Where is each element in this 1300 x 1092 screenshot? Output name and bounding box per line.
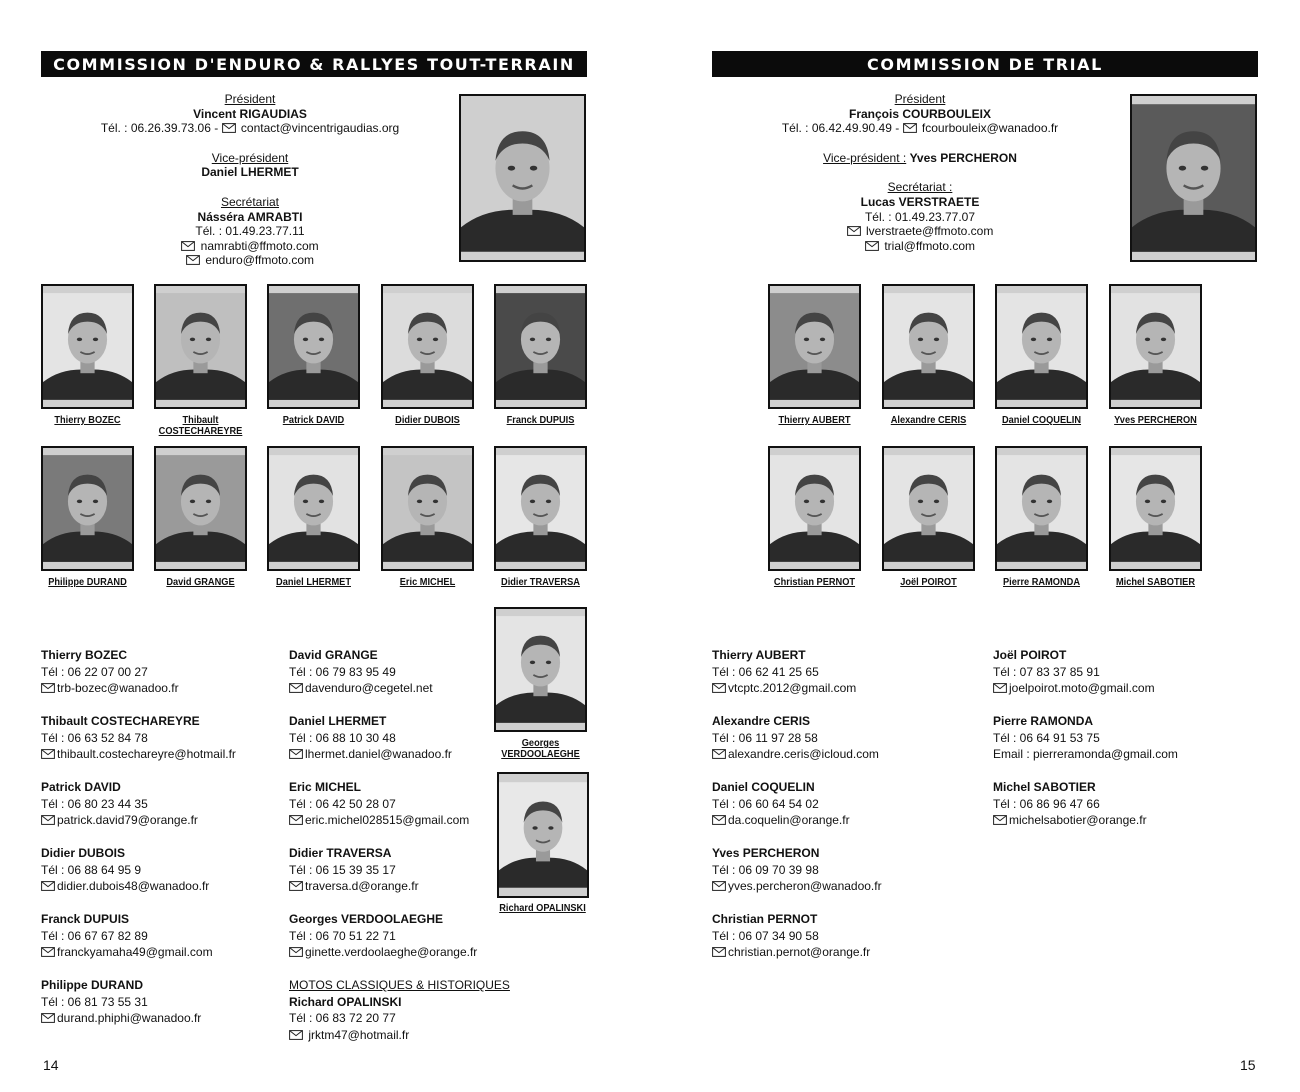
contact-email: davenduro@cegetel.net [305,681,433,695]
contact-tel: Tél : 06 15 39 35 17 [289,862,396,877]
contact-tel: Tél : 06 63 52 84 78 [41,730,148,745]
president-photo [1130,94,1257,262]
photo-caption: Alexandre CERIS [890,414,967,426]
envelope-icon [712,683,726,693]
president-name: François COURBOULEIX [848,106,992,121]
photo-caption: Christian PERNOT [773,576,856,588]
enduro-contacts-col2 [289,647,524,1043]
contact-entry [993,779,1253,845]
contact-name: Franck DUPUIS [41,912,130,926]
member-photo [41,446,134,571]
contact-email: patrick.david79@orange.fr [57,813,198,827]
contact-name: Patrick DAVID [41,780,121,794]
envelope-icon [41,683,55,693]
member-photo [1109,284,1202,409]
envelope-icon [712,815,726,825]
envelope-icon [289,1030,303,1040]
envelope-icon [186,255,200,265]
envelope-icon [41,881,55,891]
contact-entry [712,647,972,713]
contact-tel: Tél : 06 88 10 30 48 [289,730,396,745]
member-photo [41,284,134,409]
member-photo [381,446,474,571]
contact-tel: Tél : 06 64 91 53 75 [993,730,1100,745]
contact-tel: Tél : 06 11 97 28 58 [712,730,818,745]
contact-email: christian.pernot@orange.fr [728,945,871,959]
contact-name: Thierry BOZEC [41,648,128,662]
contact-entry [289,713,524,779]
member-photo [995,284,1088,409]
secretariat-name: Násséra AMRABTI [197,209,303,224]
page-number: 14 [43,1057,59,1073]
contact-entry [41,977,281,1043]
envelope-icon [289,947,303,957]
contact-email: lhermet.daniel@wanadoo.fr [305,747,452,761]
president-photo [459,94,586,262]
contact-name: Eric MICHEL [289,780,362,794]
contact-email: alexandre.ceris@icloud.com [728,747,879,761]
contact-tel: Tél : 06 09 70 39 98 [712,862,819,877]
contact-name: Philippe DURAND [41,978,143,992]
contact-tel: Tél : 06 80 23 44 35 [41,796,148,811]
contact-entry [993,713,1253,779]
secretariat-email: namrabti@ffmoto.com [200,238,319,253]
caption-line: Georges [521,737,560,749]
contact-entry [712,713,972,779]
photo-caption: Richard OPALINSKI [499,902,586,914]
envelope-icon [903,123,917,133]
secretariat-label: Secrétariat [220,194,280,209]
photo-caption: Didier TRAVERSA [501,576,580,588]
envelope-icon [993,815,1007,825]
photo-caption: Thierry AUBERT [778,414,851,426]
president-label: Président [224,92,276,106]
contact-email: michelsabotier@orange.fr [1009,813,1147,827]
president-name: Vincent RIGAUDIAS [193,106,307,121]
contact-tel: Tél : 06 07 34 90 58 [712,928,819,943]
contact-email: vtcptc.2012@gmail.com [728,681,857,695]
secretariat-email: lverstraete@ffmoto.com [866,224,994,239]
contact-email: joelpoirot.moto@gmail.com [1009,681,1155,695]
envelope-icon [712,947,726,957]
photo-caption: Daniel LHERMET [276,576,351,588]
contact-name: Michel SABOTIER [993,780,1096,794]
contact-entry [289,647,524,713]
member-photo [882,446,975,571]
envelope-icon [289,749,303,759]
photo-caption: Franck DUPUIS [506,414,575,426]
contact-name: Daniel LHERMET [289,714,387,728]
secretariat-tel: Tél. : 01.49.23.77.07 [864,209,976,224]
envelope-icon [993,683,1007,693]
envelope-icon [847,226,861,236]
photo-caption: Philippe DURAND [48,576,127,588]
contact-entry [41,713,281,779]
contact-tel: Tél : 06 60 64 54 02 [712,796,819,811]
president-email: contact@vincentrigaudias.org [240,121,400,136]
page-number: 15 [1240,1057,1256,1073]
contact-entry [41,779,281,845]
photo-caption: Didier DUBOIS [395,414,460,426]
member-photo [154,446,247,571]
photo-caption: Daniel COQUELIN [1001,414,1082,426]
contact-entry [712,845,972,911]
contact-entry [41,647,281,713]
contact-email: franckyamaha49@gmail.com [57,945,213,959]
contact-email: eric.michel028515@gmail.com [305,813,470,827]
envelope-icon [41,947,55,957]
contact-name: Alexandre CERIS [712,714,811,728]
president-tel: Tél. : 06.26.39.73.06 - [100,121,222,136]
member-photo [768,446,861,571]
contact-name: Didier DUBOIS [41,846,126,860]
contact-email: yves.percheron@wanadoo.fr [728,879,882,893]
envelope-icon [289,683,303,693]
member-photo [494,446,587,571]
contact-name: Thibault COSTECHAREYRE [41,714,200,728]
contact-tel: Tél : 06 22 07 00 27 [41,664,148,679]
photo-caption: Pierre RAMONDA [1002,576,1081,588]
contact-entry [289,845,524,911]
photo-caption: Yves PERCHERON [1114,414,1197,426]
envelope-icon [41,815,55,825]
president-email: fcourbouleix@wanadoo.fr [921,121,1059,136]
contact-name: Georges VERDOOLAEGHE [289,912,444,926]
member-photo [995,446,1088,571]
envelope-icon [289,815,303,825]
president-contact [60,121,440,136]
enduro-banner: COMMISSION D'ENDURO & RALLYES TOUT-TERRAIN [41,51,587,77]
member-photo [267,284,360,409]
section-label: MOTOS CLASSIQUES & HISTORIQUES [289,978,510,992]
envelope-icon [289,881,303,891]
trial-contacts-col1 [712,647,972,977]
enduro-contacts-col1 [41,647,281,1043]
contact-name: Didier TRAVERSA [289,846,392,860]
contact-entry [289,911,524,977]
contact-tel: Tél : 06 79 83 95 49 [289,664,396,679]
secretariat-tel: Tél. : 01.49.23.77.11 [195,224,305,239]
envelope-icon [222,123,236,133]
contact-email: didier.dubois48@wanadoo.fr [57,879,210,893]
contact-name: Daniel COQUELIN [712,780,815,794]
contact-entry [993,647,1253,713]
contact-email: durand.phiphi@wanadoo.fr [57,1011,202,1025]
contact-entry [712,911,972,977]
contact-name: Christian PERNOT [712,912,818,926]
secretariat-label: Secrétariat : [887,180,953,195]
contact-entry [289,977,524,1043]
envelope-icon [865,241,879,251]
president-label: Président [894,92,946,106]
president-tel: Tél. : 06.42.49.90.49 - [781,121,903,136]
photo-caption: David GRANGE [166,576,235,588]
contact-name: Joël POIROT [993,648,1067,662]
contact-tel: Tél : 06 83 72 20 77 [289,1011,396,1025]
trial-officers [730,92,1110,253]
contact-name: Yves PERCHERON [712,846,820,860]
photo-caption: Michel SABOTIER [1115,576,1196,588]
envelope-icon [712,749,726,759]
envelope-icon [41,1013,55,1023]
contact-name: Thierry AUBERT [712,648,806,662]
photo-caption: Eric MICHEL [399,576,456,588]
contact-name: Pierre RAMONDA [993,714,1094,728]
member-photo [882,284,975,409]
contact-entry [41,911,281,977]
contact-email: thibault.costechareyre@hotmail.fr [57,747,236,761]
vice-president-name: Yves PERCHERON [909,150,1017,165]
contact-name: David GRANGE [289,648,378,662]
envelope-icon [712,881,726,891]
member-photo [494,284,587,409]
contact-tel: Tél : 06 81 73 55 31 [41,994,148,1009]
vice-president-name: Daniel LHERMET [201,165,299,180]
photo-caption: Patrick DAVID [282,414,345,426]
president-contact [730,121,1110,136]
trial-contacts-col2 [993,647,1253,845]
caption-line: VERDOOLAEGHE [501,748,580,760]
contact-tel: Tél : 06 62 41 25 65 [712,664,819,679]
vice-president-line [730,151,1110,166]
contact-entry [41,845,281,911]
photo-caption: Joël POIROT [900,576,957,588]
trial-banner: COMMISSION DE TRIAL [712,51,1258,77]
contact-email: trb-bozec@wanadoo.fr [57,681,179,695]
secretariat-email: enduro@ffmoto.com [205,253,315,268]
contact-email: ginette.verdoolaeghe@orange.fr [305,945,478,959]
contact-name: Richard OPALINSKI [289,994,402,1009]
contact-tel: Tél : 06 88 64 95 9 [41,862,142,877]
secretariat-name: Lucas VERSTRAETE [860,194,980,209]
vice-president-label: Vice-président : [823,150,907,165]
contact-entry [289,779,524,845]
photo-caption: Thibault COSTECHAREYRE [158,414,243,437]
vice-president-label: Vice-président [211,150,289,165]
contact-tel: Tél : 07 83 37 85 91 [993,664,1100,679]
member-photo [768,284,861,409]
contact-tel: Tél : 06 42 50 28 07 [289,796,396,811]
member-photo [1109,446,1202,571]
contact-entry [712,779,972,845]
contact-email: traversa.d@orange.fr [305,879,419,893]
contact-tel: Tél : 06 67 67 82 89 [41,928,148,943]
envelope-icon [181,241,195,251]
contact-tel: Tél : 06 70 51 22 71 [289,928,396,943]
secretariat-email: trial@ffmoto.com [884,238,975,253]
enduro-officers [60,92,440,268]
contact-email: Email : pierreramonda@gmail.com [993,747,1178,761]
contact-email: da.coquelin@orange.fr [728,813,850,827]
photo-caption: Thierry BOZEC [54,414,121,426]
member-photo [154,284,247,409]
contact-email: jrktm47@hotmail.fr [308,1027,410,1042]
contact-tel: Tél : 06 86 96 47 66 [993,796,1100,811]
envelope-icon [41,749,55,759]
member-photo [267,446,360,571]
member-photo [381,284,474,409]
